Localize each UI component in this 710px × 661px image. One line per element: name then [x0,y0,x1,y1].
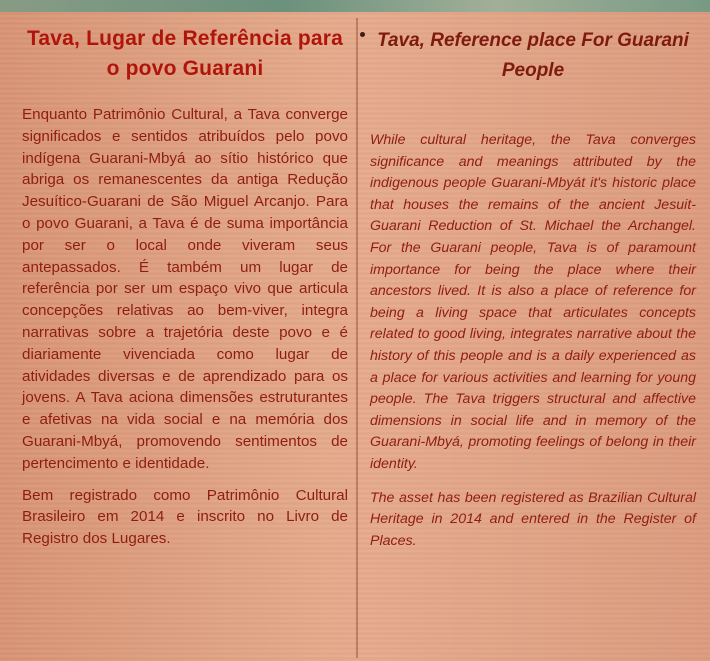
english-title: Tava, Reference place For Guarani People [377,30,689,81]
portuguese-title: Tava, Lugar de Referência para o povo Guarani [26,27,344,80]
english-column [370,22,696,552]
portuguese-column [22,22,348,550]
english-paragraph-1: While cultural heritage, the Tava converges significance and meanings attributed by the indigenous people Guarani-Mbyát it's historic place that houses the remains of the ancient Jesuit-Guarani Reduction of St. Michael the Archangel. For the Guarani people, Tava is of paramount importance for being the place where their ancestors lived. It is also a place of reference for being a living space that articulates concepts related to good living, integrates narrative about the history of this people and is a daily experienced as a place for various activities and learning for young people. The Tava triggers structural and affective dimensions in social life and in memory of the Guarani-Mbyá, promoting feelings of belong in their identity. [370,132,696,472]
column-divider [356,18,358,658]
portuguese-paragraph-1: Enquanto Patrimônio Cultural, a Tava converge significados e sentidos atribuídos pelo povo indígena Guarani-Mbyá ao sítio histórico que abriga os remanescentes da antiga Redução Jesuítico-Guarani de São Miguel Arcanjo. Para o povo Guarani, a Tava é de suma importância por ser o local onde viveram seus antepassados. É também um lugar de referência por ser um espaço vivo que articula concepções relativas ao bem-viver, integra narrativas sobre a trajetória deste povo e é diariamente vivenciada como lugar de atividades diversas e de aprendizado para os jovens. A Tava aciona dimensões estruturantes e afetivas na vida social e na memória dos Guarani-Mbyá, promovendo sentimentos de pertencimento e identidade. [22,106,348,472]
portuguese-paragraph-2: Bem registrado como Patrimônio Cultural Brasileiro em 2014 e inscrito no Livro de Registro dos Lugares. [22,486,348,548]
english-paragraph-2: The asset has been registered as Brazilian Cultural Heritage in 2014 and entered in the Register of Places. [370,489,696,549]
pin-mark [360,32,365,37]
background-foliage-strip [0,0,710,12]
